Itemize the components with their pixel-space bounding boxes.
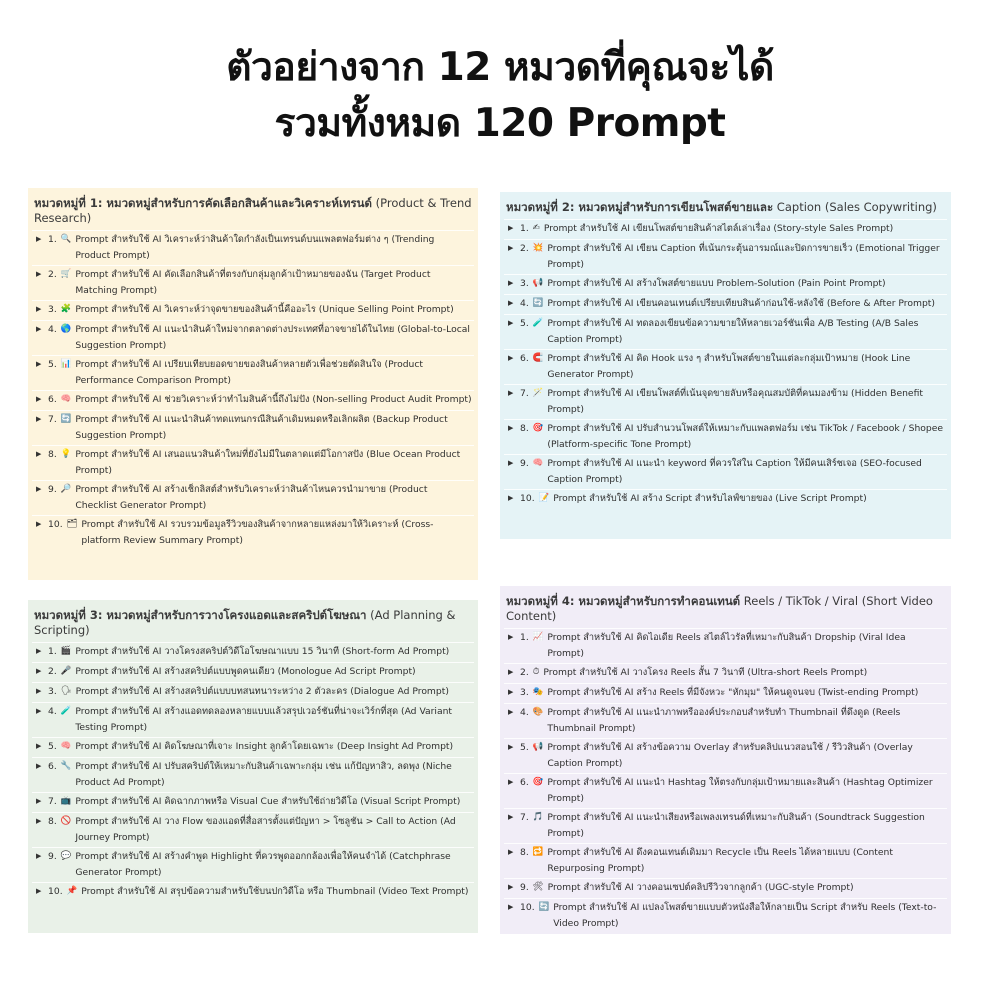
prompt-text: Prompt สำหรับใช้ AI วางโครงสคริปต์วิดีโอโฆษณาแบบ 15 วินาที (Short-form Ad Prompt) — [75, 646, 450, 657]
prompt-emoji-icon: 🎵 — [532, 812, 544, 822]
prompt-toggle-item[interactable] — [504, 454, 947, 489]
prompt-text: Prompt สำหรับใช้ AI ทดลองเขียนข้อความขายให้หลายเวอร์ชันเพื่อ A/B Testing (A/B Sales Caption Prompt) — [547, 318, 919, 345]
prompt-emoji-icon: 🧠 — [532, 458, 544, 468]
prompt-text: Prompt สำหรับใช้ AI แนะนำภาพหรือองค์ประกอบสำหรับทำ Thumbnail ที่ดึงดูด (Reels Thumbnail Prompt) — [547, 707, 901, 734]
prompt-number: 6. — [520, 777, 529, 788]
prompt-toggle-item[interactable] — [32, 702, 474, 737]
prompt-toggle-item[interactable] — [32, 847, 474, 882]
prompt-toggle-item[interactable] — [504, 808, 947, 843]
prompt-number: 8. — [520, 847, 529, 858]
prompt-toggle-item[interactable] — [504, 663, 947, 683]
toggle-triangle-icon[interactable]: ▶ — [36, 742, 42, 750]
prompt-number: 2. — [48, 666, 57, 677]
panel-heading-subtitle: (Product & Trend Research) — [34, 196, 472, 225]
toggle-triangle-icon[interactable]: ▶ — [508, 883, 514, 891]
prompt-toggle-item[interactable] — [32, 792, 474, 812]
prompt-text: Prompt สำหรับใช้ AI เขียนโพสต์ที่เน้นจุดขายลับหรือคุณสมบัติที่คนมองข้าม (Hidden Benefit Prompt) — [547, 388, 923, 415]
prompt-emoji-icon: 🎯 — [532, 777, 544, 787]
prompt-toggle-item[interactable] — [32, 265, 474, 300]
prompt-emoji-icon: 🛠 — [532, 882, 544, 892]
toggle-triangle-icon[interactable]: ▶ — [36, 707, 42, 715]
toggle-triangle-icon[interactable]: ▶ — [36, 360, 42, 368]
prompt-text: Prompt สำหรับใช้ AI เสนอแนวสินค้าใหม่ที่ยังไม่มีในตลาดแต่มีโอกาสปัง (Blue Ocean Product Prompt) — [75, 449, 461, 476]
prompt-toggle-item[interactable] — [32, 480, 474, 515]
toggle-triangle-icon[interactable]: ▶ — [508, 708, 514, 716]
title-line-1: ตัวอย่างจาก 12 หมวดที่คุณจะได้ — [226, 45, 774, 90]
prompt-number: 9. — [520, 458, 529, 469]
prompt-emoji-icon: 🗂 — [66, 519, 78, 529]
toggle-triangle-icon[interactable]: ▶ — [508, 244, 514, 252]
prompt-number: 1. — [520, 632, 529, 643]
toggle-triangle-icon[interactable]: ▶ — [36, 270, 42, 278]
prompt-text: Prompt สำหรับใช้ AI วิเคราะห์ว่าจุดขายของสินค้านี้คืออะไร (Unique Selling Point Prompt) — [75, 304, 454, 315]
prompt-toggle-item[interactable] — [504, 898, 947, 933]
prompt-text: Prompt สำหรับใช้ AI เปรียบเทียบยอดขายของสินค้าหลายตัวเพื่อช่วยตัดสินใจ (Product Performance Comparison Prompt) — [75, 359, 424, 386]
toggle-triangle-icon[interactable]: ▶ — [36, 485, 42, 493]
prompt-toggle-item[interactable] — [504, 489, 947, 509]
prompt-text: Prompt สำหรับใช้ AI สรุปข้อความสำหรับใช้บนปกวิดีโอ หรือ Thumbnail (Video Text Prompt) — [81, 886, 469, 897]
prompt-number: 6. — [48, 761, 57, 772]
prompt-number: 7. — [48, 796, 57, 807]
toggle-triangle-icon[interactable]: ▶ — [36, 305, 42, 313]
prompt-text: Prompt สำหรับใช้ AI ปรับสำนวนโพสต์ให้เหมาะกับแพลตฟอร์ม เช่น TikTok / Facebook / Shopee (Platform-specific Tone Prompt) — [547, 423, 944, 450]
prompt-number: 5. — [48, 741, 57, 752]
prompt-text: Prompt สำหรับใช้ AI รวบรวมข้อมูลรีวิวของสินค้าจากหลายแหล่งมาให้วิเคราะห์ (Cross-platform Review Summary Prompt) — [81, 519, 434, 546]
prompt-toggle-item[interactable] — [32, 355, 474, 390]
category-panel-3 — [28, 600, 478, 933]
toggle-triangle-icon[interactable]: ▶ — [36, 325, 42, 333]
prompt-number: 2. — [48, 269, 57, 280]
prompt-text: Prompt สำหรับใช้ AI แนะนำ keyword ที่ควรใส่ใน Caption ให้มีคนเสิร์ชเจอ (SEO-focused Caption Prompt) — [547, 458, 922, 485]
prompt-text: Prompt สำหรับใช้ AI แนะนำ Hashtag ให้ตรงกับกลุ่มเป้าหมายและสินค้า (Hashtag Optimizer Prompt) — [547, 777, 933, 804]
prompt-toggle-item[interactable] — [32, 642, 474, 662]
prompt-emoji-icon: 🧩 — [60, 304, 72, 314]
prompt-number: 7. — [520, 812, 529, 823]
panel-heading-subtitle: (Ad Planning & Scripting) — [34, 608, 456, 637]
toggle-triangle-icon[interactable]: ▶ — [36, 762, 42, 770]
prompt-number: 6. — [48, 394, 57, 405]
toggle-triangle-icon[interactable]: ▶ — [508, 494, 514, 502]
prompt-toggle-item[interactable] — [32, 230, 474, 265]
toggle-triangle-icon[interactable]: ▶ — [508, 319, 514, 327]
prompt-toggle-item[interactable] — [32, 390, 474, 410]
prompt-toggle-item[interactable] — [32, 812, 474, 847]
prompt-number: 10. — [520, 902, 535, 913]
toggle-triangle-icon[interactable]: ▶ — [508, 668, 514, 676]
toggle-triangle-icon[interactable]: ▶ — [36, 450, 42, 458]
toggle-triangle-icon[interactable]: ▶ — [508, 743, 514, 751]
toggle-triangle-icon[interactable]: ▶ — [36, 415, 42, 423]
prompt-list — [32, 642, 474, 902]
toggle-triangle-icon[interactable]: ▶ — [508, 813, 514, 821]
prompt-emoji-icon: 🎭 — [532, 687, 544, 697]
prompt-number: 4. — [48, 706, 57, 717]
prompt-emoji-icon: 📊 — [60, 359, 72, 369]
category-panel-2 — [500, 192, 951, 539]
prompt-toggle-item[interactable] — [504, 703, 947, 738]
toggle-triangle-icon[interactable]: ▶ — [36, 395, 42, 403]
prompt-emoji-icon: 🔎 — [60, 484, 72, 494]
prompt-emoji-icon: ⏱ — [532, 667, 540, 677]
prompt-text: Prompt สำหรับใช้ AI คิดฉากภาพหรือ Visual Cue สำหรับใช้ถ่ายวิดีโอ (Visual Script Prompt) — [75, 796, 461, 807]
prompt-number: 9. — [520, 882, 529, 893]
prompt-text: Prompt สำหรับใช้ AI เขียนคอนเทนต์เปรียบเทียบสินค้าก่อนใช้-หลังใช้ (Before & After Prompt) — [547, 298, 935, 309]
prompt-emoji-icon: 🔄 — [60, 414, 72, 424]
prompt-emoji-icon: 🎬 — [60, 646, 72, 656]
prompt-number: 3. — [520, 687, 529, 698]
prompt-emoji-icon: 🔄 — [538, 902, 550, 912]
prompt-emoji-icon: 📢 — [532, 278, 544, 288]
prompt-toggle-item[interactable] — [504, 628, 947, 663]
panel-heading-subtitle: Reels / TikTok / Viral (Short Video Content) — [506, 594, 933, 623]
toggle-triangle-icon[interactable]: ▶ — [508, 903, 514, 911]
prompt-number: 5. — [520, 742, 529, 753]
prompt-emoji-icon: 📝 — [538, 493, 550, 503]
prompt-number: 7. — [48, 414, 57, 425]
prompt-text: Prompt สำหรับใช้ AI เขียน Caption ที่เน้นกระตุ้นอารมณ์และปิดการขายเร็ว (Emotional Trigger Prompt) — [547, 243, 940, 270]
prompt-number: 1. — [520, 223, 529, 234]
toggle-triangle-icon[interactable]: ▶ — [508, 459, 514, 467]
prompt-text: Prompt สำหรับใช้ AI ดึงคอนเทนต์เดิมมา Recycle เป็น Reels ได้หลายแบบ (Content Repurposing Prompt) — [547, 847, 893, 874]
panel-heading-subtitle: Caption (Sales Copywriting) — [773, 200, 937, 214]
panel-heading-category: หมวดหมู่ที่ 2: หมวดหมู่สำหรับการเขียนโพสต์ขายและ — [506, 200, 774, 214]
prompt-toggle-item[interactable] — [32, 445, 474, 480]
prompt-number: 9. — [48, 484, 57, 495]
prompt-toggle-item[interactable] — [504, 773, 947, 808]
prompt-toggle-item[interactable] — [504, 239, 947, 274]
toggle-triangle-icon[interactable]: ▶ — [508, 424, 514, 432]
prompt-toggle-item[interactable] — [504, 683, 947, 703]
prompt-emoji-icon: 💥 — [532, 243, 544, 253]
prompt-number: 8. — [48, 816, 57, 827]
prompt-text: Prompt สำหรับใช้ AI วาง Flow ของแอดที่สื่อสารตั้งแต่ปัญหา > โซลูชัน > Call to Action (Ad Journey Prompt) — [75, 816, 456, 843]
panel-heading — [32, 606, 474, 642]
prompt-emoji-icon: ✍ — [532, 223, 540, 233]
prompt-number: 1. — [48, 234, 57, 245]
prompt-number: 4. — [520, 707, 529, 718]
prompt-emoji-icon: 🔁 — [532, 847, 544, 857]
prompt-emoji-icon: 🎨 — [532, 707, 544, 717]
prompt-toggle-item[interactable] — [504, 274, 947, 294]
prompt-text: Prompt สำหรับใช้ AI วางโครง Reels สั้น 7 วินาที (Ultra-short Reels Prompt) — [543, 667, 868, 678]
prompt-emoji-icon: 🧠 — [60, 394, 72, 404]
prompt-toggle-item[interactable] — [504, 219, 947, 239]
prompt-text: Prompt สำหรับใช้ AI เขียนโพสต์ขายสินค้าสไตล์เล่าเรื่อง (Story-style Sales Prompt) — [543, 223, 894, 234]
prompt-number: 10. — [48, 519, 63, 530]
prompt-emoji-icon: 🎯 — [532, 423, 544, 433]
prompt-text: Prompt สำหรับใช้ AI แนะนำสินค้าทดแทนกรณีสินค้าเดิมหมดหรือเลิกผลิต (Backup Product Suggestion Prompt) — [75, 414, 448, 441]
toggle-triangle-icon[interactable]: ▶ — [508, 299, 514, 307]
prompt-text: Prompt สำหรับใช้ AI สร้างข้อความ Overlay สำหรับคลิปแนวสอนใช้ / รีวิวสินค้า (Overlay Caption Prompt) — [547, 742, 913, 769]
prompt-number: 4. — [520, 298, 529, 309]
prompt-emoji-icon: 💡 — [60, 449, 72, 459]
panel-heading-category: หมวดหมู่ที่ 4: หมวดหมู่สำหรับการทำคอนเทนต์ — [506, 594, 741, 608]
panel-heading — [504, 198, 947, 219]
prompt-text: Prompt สำหรับใช้ AI วิเคราะห์ว่าสินค้าใดกำลังเป็นเทรนด์บนแพลตฟอร์มต่าง ๆ (Trending Product Prompt) — [75, 234, 435, 261]
prompt-emoji-icon: 🎤 — [60, 666, 72, 676]
prompt-emoji-icon: 📌 — [66, 886, 78, 896]
toggle-triangle-icon[interactable]: ▶ — [508, 224, 514, 232]
prompt-toggle-item[interactable] — [32, 737, 474, 757]
panel-heading — [32, 194, 474, 230]
prompt-toggle-item[interactable] — [504, 349, 947, 384]
prompt-text: Prompt สำหรับใช้ AI สร้างสคริปต์แบบพูดคนเดียว (Monologue Ad Script Prompt) — [75, 666, 416, 677]
prompt-list — [32, 230, 474, 550]
prompt-number: 2. — [520, 667, 529, 678]
prompt-number: 10. — [48, 886, 63, 897]
toggle-triangle-icon[interactable]: ▶ — [36, 817, 42, 825]
toggle-triangle-icon[interactable]: ▶ — [36, 852, 42, 860]
prompt-toggle-item[interactable] — [504, 419, 947, 454]
toggle-triangle-icon[interactable]: ▶ — [36, 647, 42, 655]
prompt-text: Prompt สำหรับใช้ AI สร้าง Script สำหรับไลฟ์ขายของ (Live Script Prompt) — [553, 493, 867, 504]
toggle-triangle-icon[interactable]: ▶ — [36, 797, 42, 805]
prompt-toggle-item[interactable] — [32, 300, 474, 320]
prompt-toggle-item[interactable] — [32, 515, 474, 550]
prompt-toggle-item[interactable] — [504, 878, 947, 898]
prompt-toggle-item[interactable] — [32, 682, 474, 702]
prompt-number: 3. — [48, 304, 57, 315]
prompt-text: Prompt สำหรับใช้ AI วางคอนเซปต์คลิปรีวิวจากลูกค้า (UGC-style Prompt) — [547, 882, 854, 893]
prompt-text: Prompt สำหรับใช้ AI สร้างคำพูด Highlight ที่ควรพูดออกกล้องเพื่อให้คนจำได้ (Catchphrase Generator Prompt) — [75, 851, 451, 878]
prompt-emoji-icon: 🗣 — [60, 686, 72, 696]
prompt-text: Prompt สำหรับใช้ AI สร้างแอดทดลองหลายแบบแล้วสรุปเวอร์ชันที่น่าจะเวิร์กที่สุด (Ad Variant Testing Prompt) — [75, 706, 453, 733]
prompt-emoji-icon: 🛒 — [60, 269, 72, 279]
prompt-emoji-icon: 💬 — [60, 851, 72, 861]
prompt-list — [504, 219, 947, 509]
toggle-triangle-icon[interactable]: ▶ — [508, 688, 514, 696]
prompt-emoji-icon: 🧪 — [532, 318, 544, 328]
prompt-emoji-icon: 📢 — [532, 742, 544, 752]
prompt-text: Prompt สำหรับใช้ AI สร้างโพสต์ขายแบบ Problem-Solution (Pain Point Prompt) — [547, 278, 886, 289]
prompt-emoji-icon: 🧲 — [532, 353, 544, 363]
prompt-number: 9. — [48, 851, 57, 862]
prompt-toggle-item[interactable] — [32, 410, 474, 445]
prompt-text: Prompt สำหรับใช้ AI คิดโฆษณาที่เจาะ Insight ลูกค้าโดยเฉพาะ (Deep Insight Ad Prompt) — [75, 741, 454, 752]
prompt-number: 3. — [520, 278, 529, 289]
prompt-toggle-item[interactable] — [504, 843, 947, 878]
prompt-text: Prompt สำหรับใช้ AI แนะนำสินค้าใหม่จากตลาดต่างประเทศที่อาจขายได้ในไทย (Global-to-Local Suggestion Prompt) — [75, 324, 470, 351]
prompt-text: Prompt สำหรับใช้ AI คัดเลือกสินค้าที่ตรงกับกลุ่มลูกค้าเป้าหมายของฉัน (Target Product Matching Prompt) — [75, 269, 431, 296]
prompt-toggle-item[interactable] — [32, 757, 474, 792]
prompt-emoji-icon: 🧠 — [60, 741, 72, 751]
toggle-triangle-icon[interactable]: ▶ — [508, 778, 514, 786]
page-title — [0, 40, 1000, 152]
toggle-triangle-icon[interactable]: ▶ — [508, 279, 514, 287]
category-panel-1 — [28, 188, 478, 580]
toggle-triangle-icon[interactable]: ▶ — [508, 354, 514, 362]
prompt-toggle-item[interactable] — [504, 738, 947, 773]
prompt-text: Prompt สำหรับใช้ AI ช่วยวิเคราะห์ว่าทำไมสินค้านี้ถึงไม่ปัง (Non-selling Product Audit Prompt) — [75, 394, 472, 405]
prompt-emoji-icon: 📺 — [60, 796, 72, 806]
prompt-toggle-item[interactable] — [32, 662, 474, 682]
toggle-triangle-icon[interactable]: ▶ — [508, 633, 514, 641]
toggle-triangle-icon[interactable]: ▶ — [36, 887, 42, 895]
prompt-emoji-icon: 🧪 — [60, 706, 72, 716]
toggle-triangle-icon[interactable]: ▶ — [36, 520, 42, 528]
prompt-emoji-icon: 🔧 — [60, 761, 72, 771]
prompt-list — [504, 628, 947, 933]
prompt-text: Prompt สำหรับใช้ AI ปรับสคริปต์ให้เหมาะกับสินค้าเฉพาะกลุ่ม เช่น แก้ปัญหาสิว, ลดพุง (Niche Product Ad Prompt) — [75, 761, 452, 788]
toggle-triangle-icon[interactable]: ▶ — [36, 235, 42, 243]
prompt-text: Prompt สำหรับใช้ AI คิด Hook แรง ๆ สำหรับโพสต์ขายในแต่ละกลุ่มเป้าหมาย (Hook Line Generator Prompt) — [547, 353, 911, 380]
prompt-number: 2. — [520, 243, 529, 254]
prompt-number: 10. — [520, 493, 535, 504]
toggle-triangle-icon[interactable]: ▶ — [508, 389, 514, 397]
prompt-number: 4. — [48, 324, 57, 335]
prompt-text: Prompt สำหรับใช้ AI แนะนำเสียงหรือเพลงเทรนด์ที่เหมาะกับสินค้า (Soundtrack Suggestion Prompt) — [547, 812, 925, 839]
toggle-triangle-icon[interactable]: ▶ — [36, 687, 42, 695]
prompt-emoji-icon: 🪄 — [532, 388, 544, 398]
prompt-toggle-item[interactable] — [504, 314, 947, 349]
toggle-triangle-icon[interactable]: ▶ — [508, 848, 514, 856]
prompt-number: 5. — [520, 318, 529, 329]
prompt-number: 8. — [48, 449, 57, 460]
panel-heading — [504, 592, 947, 628]
prompt-text: Prompt สำหรับใช้ AI สร้าง Reels ที่มีจังหวะ "หักมุม" ให้คนดูจนจบ (Twist-ending Prompt) — [547, 687, 919, 698]
prompt-number: 3. — [48, 686, 57, 697]
prompt-text: Prompt สำหรับใช้ AI แปลงโพสต์ขายแบบตัวหนังสือให้กลายเป็น Script สำหรับ Reels (Text-to-Video Prompt) — [553, 902, 937, 929]
prompt-toggle-item[interactable] — [504, 384, 947, 419]
prompt-number: 7. — [520, 388, 529, 399]
prompt-toggle-item[interactable] — [32, 320, 474, 355]
prompt-number: 8. — [520, 423, 529, 434]
prompt-number: 1. — [48, 646, 57, 657]
toggle-triangle-icon[interactable]: ▶ — [36, 667, 42, 675]
prompt-text: Prompt สำหรับใช้ AI สร้างเช็กลิสต์สำหรับวิเคราะห์ว่าสินค้าไหนควรนำมาขาย (Product Checklist Generator Prompt) — [75, 484, 428, 511]
prompt-number: 6. — [520, 353, 529, 364]
prompt-emoji-icon: 🔄 — [532, 298, 544, 308]
category-panel-4 — [500, 586, 951, 934]
prompt-emoji-icon: 🚫 — [60, 816, 72, 826]
panel-heading-category: หมวดหมู่ที่ 3: หมวดหมู่สำหรับการวางโครงแอดและสคริปต์โฆษณา — [34, 608, 367, 622]
prompt-toggle-item[interactable] — [32, 882, 474, 902]
panel-heading-category: หมวดหมู่ที่ 1: หมวดหมู่สำหรับการคัดเลือกสินค้าและวิเคราะห์เทรนด์ — [34, 196, 372, 210]
prompt-text: Prompt สำหรับใช้ AI คิดไอเดีย Reels สไตล์ไวรัลที่เหมาะกับสินค้า Dropship (Viral Idea Prompt) — [547, 632, 906, 659]
prompt-emoji-icon: 🌎 — [60, 324, 72, 334]
prompt-toggle-item[interactable] — [504, 294, 947, 314]
prompt-text: Prompt สำหรับใช้ AI สร้างสคริปต์แบบบทสนทนาระหว่าง 2 ตัวละคร (Dialogue Ad Prompt) — [75, 686, 449, 697]
title-line-2: รวมทั้งหมด 120 Prompt — [274, 101, 726, 146]
prompt-emoji-icon: 📈 — [532, 632, 544, 642]
prompt-emoji-icon: 🔍 — [60, 234, 72, 244]
prompt-number: 5. — [48, 359, 57, 370]
